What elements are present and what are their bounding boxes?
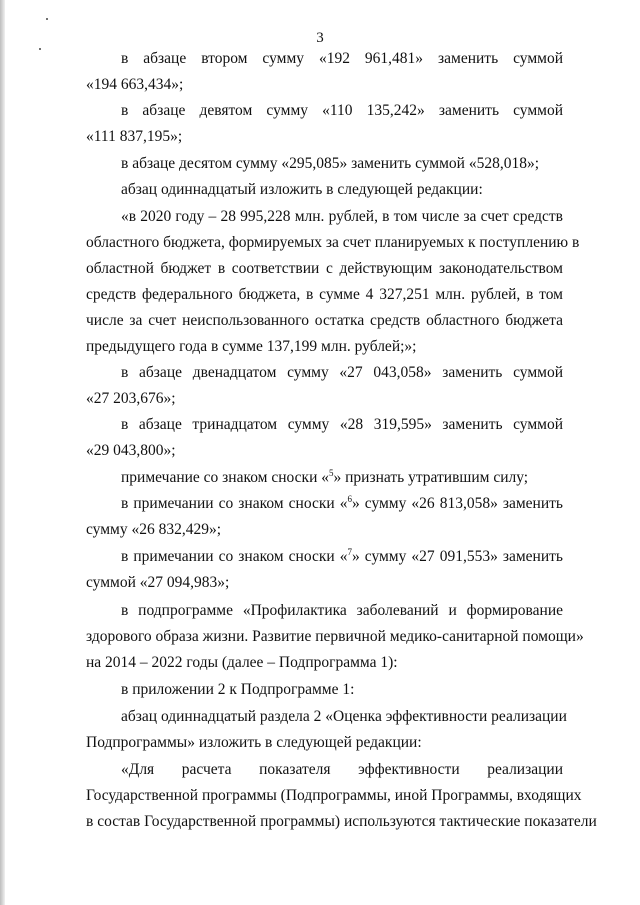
footnote-mark: 5	[329, 467, 334, 478]
text-line: сумму «26 832,429»;	[86, 521, 222, 538]
scan-speck	[46, 18, 48, 20]
text-line: здорового образа жизни. Развитие первичной медико-санитарной помощи»	[86, 628, 584, 645]
text-fragment: в примечании со знаком сноски «	[121, 548, 348, 565]
text-line: средств федерального бюджета, в сумме 4 327,251 млн. рублей, в том	[86, 286, 563, 303]
text-line: абзац одиннадцатый раздела 2 «Оценка эффективности реализации	[121, 708, 567, 725]
text-fragment: примечание со знаком сноски «	[121, 469, 329, 486]
text-line: в абзаце тринадцатом сумму «28 319,595» заменить суммой	[121, 416, 563, 433]
text-line: в абзаце втором сумму «192 961,481» заменить суммой	[121, 50, 563, 67]
text-line: предыдущего года в сумме 137,199 млн. рублей;»;	[86, 338, 417, 355]
text-line: «29 043,800»;	[86, 442, 176, 459]
footnote-mark: 7	[347, 546, 352, 557]
text-fragment: в примечании со знаком сноски «	[121, 495, 348, 512]
text-line: в абзаце двенадцатом сумму «27 043,058» заменить суммой	[121, 364, 563, 381]
text-line-footnote-7	[121, 548, 563, 566]
text-line: в приложении 2 к Подпрограмме 1:	[121, 681, 355, 698]
text-line: Государственной программы (Подпрограммы, иной Программы, входящих	[86, 787, 582, 804]
text-line: Подпрограммы» изложить в следующей редакции:	[86, 734, 422, 751]
text-line: «Для расчета показателя эффективности реализации	[121, 761, 563, 778]
text-line: «194 663,434»;	[86, 76, 184, 93]
text-line: в абзаце десятом сумму «295,085» заменить суммой «528,018»;	[121, 155, 540, 172]
text-line-footnote-5	[121, 469, 563, 487]
text-line: «27 203,676»;	[86, 390, 176, 407]
text-line: областной бюджет в соответствии с действующим законодательством	[86, 260, 563, 277]
page-number: 3	[316, 30, 324, 46]
text-line: на 2014 – 2022 годы (далее – Подпрограмма 1):	[86, 654, 398, 671]
text-line: суммой «27 094,983»;	[86, 574, 230, 591]
scan-edge	[0, 0, 5, 905]
text-line-footnote-6	[121, 495, 563, 513]
text-line: областного бюджета, формируемых за счет планируемых к поступлению в	[86, 234, 580, 251]
text-fragment: » сумму «27 091,553» заменить	[351, 548, 563, 565]
scan-speck	[39, 48, 41, 50]
text-line: в подпрограмме «Профилактика заболеваний и формирование	[121, 602, 563, 619]
text-fragment: » сумму «26 813,058» заменить	[351, 495, 563, 512]
text-line: в абзаце девятом сумму «110 135,242» заменить суммой	[121, 102, 563, 119]
text-line: «в 2020 году – 28 995,228 млн. рублей, в том числе за счет средств	[121, 208, 563, 225]
text-fragment: » признать утратившим силу;	[333, 469, 529, 486]
text-line: «111 837,195»;	[86, 128, 183, 145]
text-line: числе за счет неиспользованного остатка средств областного бюджета	[86, 312, 563, 329]
text-line: абзац одиннадцатый изложить в следующей редакции:	[121, 181, 483, 198]
text-line: в состав Государственной программы) используются тактические показатели	[86, 813, 597, 830]
footnote-mark: 6	[347, 493, 352, 504]
